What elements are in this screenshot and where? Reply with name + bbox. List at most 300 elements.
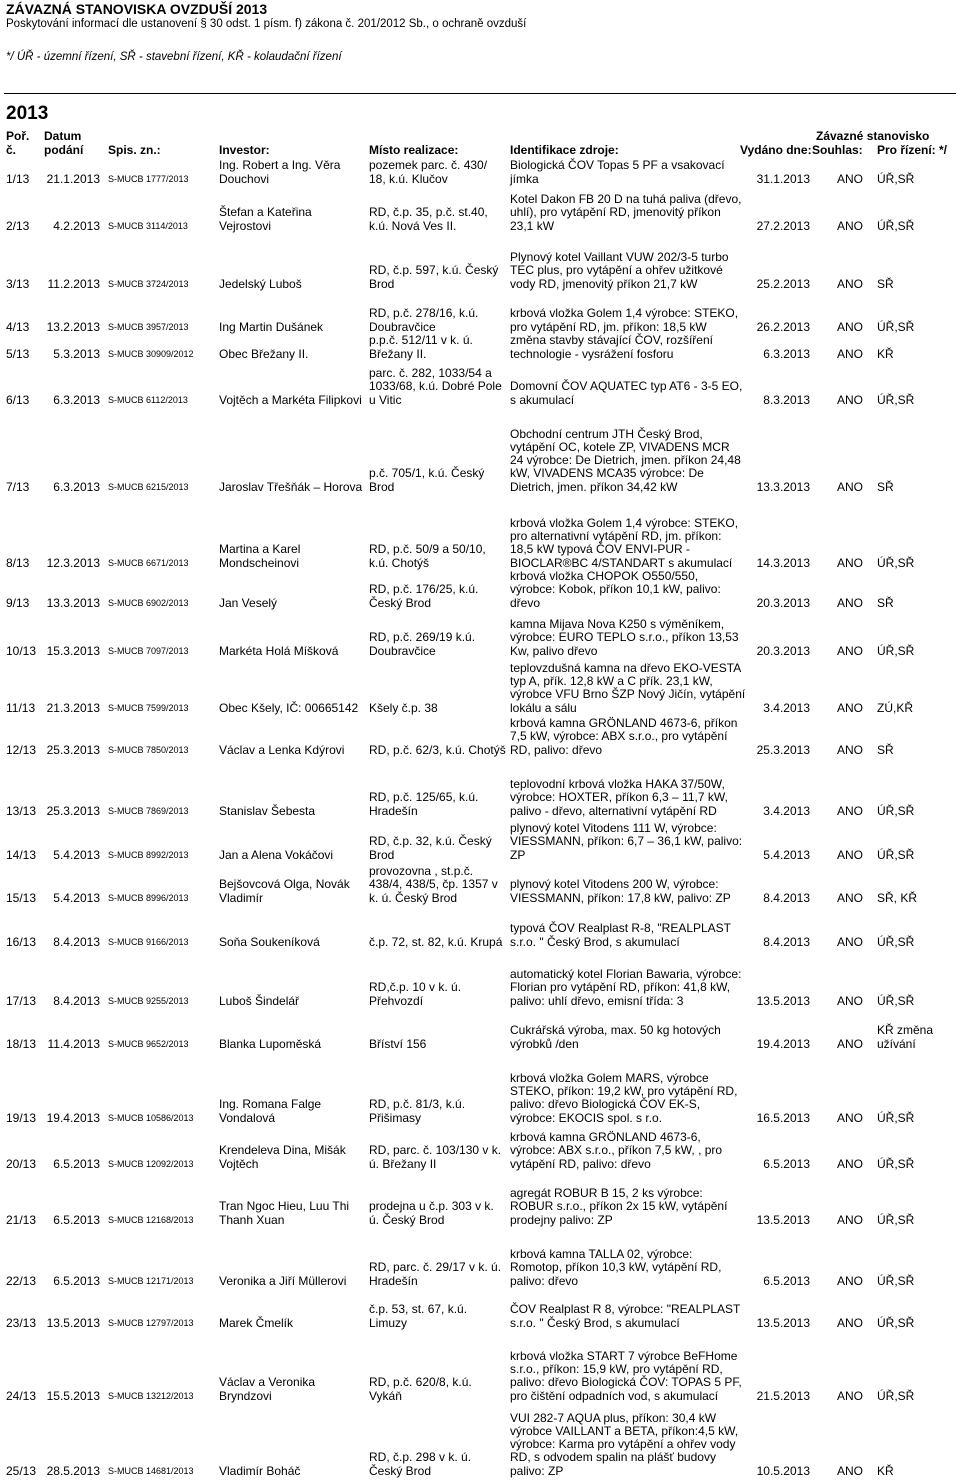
record-number-cell: [6, 336, 40, 361]
source-identification: teplovzdušná kamna na dřevo EKO-VESTA typ A, přík. 12,8 kW a C přík. 23,1 kW, výrobce VFU Brno ŠZP Nový Jičín, vytápění lokálu a sálu: [510, 660, 746, 715]
consent: ANO: [837, 171, 864, 186]
consent: ANO: [837, 803, 864, 818]
col-header-por-2: č.: [6, 143, 17, 157]
consent-cell: [837, 409, 873, 494]
procedure-type-cell: [877, 1405, 957, 1478]
issue-date-cell: [735, 660, 810, 715]
location: RD, č.p. 597, k.ú. Český Brod: [369, 263, 499, 291]
issue-date: 13.5.2013: [756, 993, 810, 1008]
location: Bříství 156: [369, 1036, 427, 1051]
source-identification-cell: [510, 496, 746, 570]
consent-cell: [837, 1053, 873, 1125]
investor-cell: [219, 188, 365, 233]
record-number: 6/13: [6, 392, 30, 407]
procedure-type-cell: [877, 820, 957, 862]
issue-date: 13.5.2013: [756, 1212, 810, 1227]
issue-date-cell: [735, 1053, 810, 1125]
location-cell: [369, 717, 506, 757]
submission-date: 5.3.2013: [53, 346, 100, 361]
record-number-cell: [6, 660, 40, 715]
procedure-type: KŘ: [877, 1463, 894, 1478]
investor: Obec Břežany II.: [219, 346, 309, 361]
location: RD, parc. č. 29/17 v k. ú. Hradešín: [369, 1260, 502, 1288]
submission-date: 11.2.2013: [47, 276, 100, 291]
submission-date-cell: [44, 188, 100, 233]
source-identification: Cukrářská výroba, max. 50 kg hotových výrobků /den: [510, 1023, 721, 1051]
record-number-cell: [6, 864, 40, 905]
source-identification-cell: [510, 235, 746, 291]
submission-date: 5.4.2013: [53, 890, 100, 905]
issue-date: 25.2.2013: [756, 276, 810, 291]
file-reference-cell: [108, 660, 218, 715]
file-reference: S-MUCB 3724/2013: [108, 279, 189, 289]
record-number-cell: [6, 759, 40, 818]
record-number-cell: [6, 907, 40, 949]
file-reference: S-MUCB 9255/2013: [108, 996, 189, 1006]
location-cell: [369, 363, 506, 407]
record-number-cell: [6, 717, 40, 757]
procedure-type: ÚŘ,SŘ: [877, 1212, 915, 1227]
submission-date: 12.3.2013: [46, 555, 100, 570]
record-number-cell: [6, 496, 40, 570]
file-reference-cell: [108, 409, 218, 494]
file-reference: S-MUCB 12171/2013: [108, 1276, 194, 1286]
procedure-type: KŘ změna užívání: [877, 1023, 934, 1051]
record-number-cell: [6, 188, 40, 233]
record-number-cell: [6, 1332, 40, 1403]
procedure-type-cell: [877, 907, 957, 949]
table-row: [0, 363, 960, 407]
table-row: [0, 1127, 960, 1171]
procedure-type-cell: [877, 759, 957, 818]
source-identification-cell: [510, 188, 746, 233]
investor: Veronika a Jiří Müllerovi: [219, 1273, 347, 1288]
procedure-type: ÚŘ,SŘ: [877, 392, 915, 407]
procedure-type: ÚŘ,SŘ: [877, 643, 915, 658]
table-row: [0, 717, 960, 757]
location-cell: [369, 820, 506, 862]
investor-cell: [219, 907, 365, 949]
source-identification: krbová kamna GRÖNLAND 4673-6, příkon 7,5 kW, výrobce: ABX s.r.o., pro vytápění RD, palivo: dřevo: [510, 716, 738, 757]
investor: Bejšovcová Olga, Novák Vladimír: [219, 877, 350, 905]
location-cell: [369, 1010, 506, 1051]
record-number: 25/13: [6, 1463, 37, 1478]
procedure-type: SŘ: [877, 276, 894, 291]
procedure-type-cell: [877, 612, 957, 658]
source-identification-cell: [510, 409, 746, 494]
table-row: [0, 759, 960, 818]
investor-cell: [219, 864, 365, 905]
procedure-type-cell: [877, 1290, 957, 1330]
investor: Václav a Lenka Kdýrovi: [219, 742, 345, 757]
record-number: 16/13: [6, 934, 37, 949]
location: RD, p.č. 278/16, k.ú. Doubravčice: [369, 306, 479, 334]
investor-cell: [219, 1332, 365, 1403]
procedure-type-cell: [877, 1332, 957, 1403]
record-number-cell: [6, 293, 40, 334]
record-number-cell: [6, 1173, 40, 1227]
location-cell: [369, 907, 506, 949]
location-cell: [369, 1229, 506, 1288]
location-cell: [369, 333, 506, 361]
location: RD, p.č. 269/19 k.ú. Doubravčice: [369, 630, 476, 658]
procedure-type: SŘ, KŘ: [877, 890, 918, 905]
file-reference: S-MUCB 6902/2013: [108, 598, 189, 608]
file-reference: S-MUCB 9166/2013: [108, 937, 189, 947]
consent: ANO: [837, 993, 864, 1008]
investor: Obec Kšely, IČ: 00665142: [219, 700, 359, 715]
record-number: 23/13: [6, 1315, 37, 1330]
consent: ANO: [837, 1388, 864, 1403]
location: RD, p.č. 50/9 a 50/10, k.ú. Chotýš: [369, 542, 486, 570]
procedure-type: ÚŘ,SŘ: [877, 803, 915, 818]
file-reference: S-MUCB 9652/2013: [108, 1039, 189, 1049]
source-identification-cell: [510, 759, 746, 818]
investor-cell: [219, 717, 365, 757]
issue-date: 3.4.2013: [763, 700, 810, 715]
issue-date: 20.3.2013: [756, 595, 810, 610]
investor: Vladimír Boháč: [219, 1463, 301, 1478]
table-row: [0, 660, 960, 715]
col-header-datum-1: Datum: [44, 129, 82, 143]
record-number: 22/13: [6, 1273, 37, 1288]
source-identification-cell: [510, 569, 746, 610]
submission-date-cell: [44, 951, 100, 1008]
source-identification-cell: [510, 1127, 746, 1171]
source-identification-cell: [510, 1010, 746, 1051]
file-reference-cell: [108, 1405, 218, 1478]
file-reference-cell: [108, 907, 218, 949]
file-reference-cell: [108, 188, 218, 233]
table-row: [0, 820, 960, 862]
source-identification: Biologická ČOV Topas 5 PF a vsakovací jímka: [510, 158, 725, 186]
table-row: [0, 496, 960, 570]
submission-date: 5.4.2013: [53, 847, 100, 862]
issue-date-cell: [735, 572, 810, 610]
investor-cell: [219, 759, 365, 818]
source-identification: krbová vložka Golem 1,4 výrobce: STEKO, pro vytápění RD, jm. příkon: 18,5 kW: [510, 306, 739, 334]
issue-date: 6.5.2013: [763, 1156, 810, 1171]
investor: Marek Čmelík: [219, 1315, 294, 1330]
source-identification: agregát ROBUR B 15, 2 ks výrobce: ROBUR s.r.o., příkon 2x 15 kW, vytápění prodejny palivo: ZP: [510, 1186, 728, 1227]
procedure-type: ÚŘ,SŘ: [877, 934, 915, 949]
location: p.č. 705/1, k.ú. Český Brod: [369, 466, 485, 494]
consent-cell: [837, 1010, 873, 1051]
table-row: [0, 333, 960, 361]
file-reference: S-MUCB 12168/2013: [108, 1215, 194, 1225]
investor-cell: [219, 1127, 365, 1171]
consent: ANO: [837, 479, 864, 494]
source-identification: krbová kamna GRÖNLAND 4673-6, výrobce: ABX s.r.o., příkon 7,5 kW, , pro vytápění RD, palivo: dřevo: [510, 1130, 723, 1171]
issue-date-cell: [735, 336, 810, 361]
issue-date: 21.5.2013: [756, 1388, 810, 1403]
table-row: [0, 409, 960, 494]
consent: ANO: [837, 595, 864, 610]
file-reference-cell: [108, 1127, 218, 1171]
investor: Tran Ngoc Hieu, Luu Thi Thanh Xuan: [219, 1199, 350, 1227]
procedure-type: ÚŘ,SŘ: [877, 218, 915, 233]
source-identification-cell: [510, 660, 746, 715]
file-reference-cell: [108, 1053, 218, 1125]
table-row: [0, 235, 960, 291]
consent-cell: [837, 293, 873, 334]
investor-cell: [219, 660, 365, 715]
issue-date-cell: [735, 1010, 810, 1051]
issue-date: 19.4.2013: [756, 1036, 810, 1051]
location-cell: [369, 1127, 506, 1171]
table-row: [0, 1332, 960, 1403]
record-number-cell: [6, 409, 40, 494]
submission-date-cell: [44, 864, 100, 905]
source-identification: teplovodní krbová vložka HAKA 37/50W, výrobce: HOXTER, příkon 6,3 – 11,7 kW, palivo - dřevo, alternativní vytápění RD: [510, 777, 728, 818]
investor-cell: [219, 572, 365, 610]
consent: ANO: [837, 890, 864, 905]
issue-date-cell: [735, 1290, 810, 1330]
consent-cell: [837, 363, 873, 407]
file-reference: S-MUCB 7599/2013: [108, 703, 189, 713]
issue-date: 8.4.2013: [763, 934, 810, 949]
consent: ANO: [837, 1110, 864, 1125]
record-number: 3/13: [6, 276, 30, 291]
record-number: 13/13: [6, 803, 37, 818]
investor: Ing. Robert a Ing. Věra Douchovi: [219, 158, 341, 186]
procedure-type: ÚŘ,SŘ: [877, 319, 915, 334]
submission-date: 6.3.2013: [53, 479, 100, 494]
investor: Stanislav Šebesta: [219, 803, 316, 818]
table-row: [0, 1053, 960, 1125]
issue-date: 8.4.2013: [763, 890, 810, 905]
consent: ANO: [837, 392, 864, 407]
issue-date-cell: [735, 1405, 810, 1478]
location: RD, p.č. 125/65, k.ú. Hradešín: [369, 790, 479, 818]
issue-date-cell: [735, 409, 810, 494]
record-number: 5/13: [6, 346, 30, 361]
location: pozemek parc. č. 430/ 18, k.ú. Klučov: [369, 158, 488, 186]
consent: ANO: [837, 643, 864, 658]
file-reference-cell: [108, 158, 218, 186]
source-identification: Plynový kotel Vaillant VUW 202/3-5 turbo TEC plus, pro vytápění a ohřev užitkové vody RD, jmenovitý příkon 21,7 kW: [510, 250, 729, 291]
location-cell: [369, 409, 506, 494]
investor-cell: [219, 293, 365, 334]
record-number-cell: [6, 363, 40, 407]
submission-date-cell: [44, 1173, 100, 1227]
source-identification: krbová kamna TALLA 02, výrobce: Romotop, příkon 10,3 kW, vytápění RD, palivo: dřevo: [510, 1247, 722, 1288]
location: provozovna , st.p.č. 438/4, 438/5, čp. 1357 v k. ú. Český Brod: [369, 864, 498, 905]
investor-cell: [219, 951, 365, 1008]
submission-date: 21.1.2013: [46, 171, 100, 186]
submission-date: 6.5.2013: [53, 1156, 100, 1171]
consent-cell: [837, 1127, 873, 1171]
location-cell: [369, 951, 506, 1008]
file-reference-cell: [108, 864, 218, 905]
submission-date: 8.4.2013: [53, 934, 100, 949]
submission-date-cell: [44, 907, 100, 949]
procedure-type-cell: [877, 1229, 957, 1288]
issue-date-cell: [735, 188, 810, 233]
consent-cell: [837, 951, 873, 1008]
location: RD, č.p. 298 v k. ú. Český Brod: [369, 1450, 472, 1478]
issue-date: 13.5.2013: [756, 1315, 810, 1330]
source-identification: změna stavby stávající ČOV, rozšíření technologie - vysrážení fosforu: [510, 333, 713, 361]
procedure-type: ÚŘ,SŘ: [877, 1156, 915, 1171]
consent: ANO: [837, 218, 864, 233]
submission-date-cell: [44, 1229, 100, 1288]
record-number: 17/13: [6, 993, 37, 1008]
consent-cell: [837, 1173, 873, 1227]
submission-date: 28.5.2013: [46, 1463, 100, 1478]
submission-date: 19.4.2013: [46, 1110, 100, 1125]
record-number-cell: [6, 951, 40, 1008]
procedure-type: KŘ: [877, 346, 894, 361]
location-cell: [369, 612, 506, 658]
investor: Martina a Karel Mondscheinovi: [219, 542, 301, 570]
investor-cell: [219, 1053, 365, 1125]
consent-cell: [837, 1332, 873, 1403]
record-number: 14/13: [6, 847, 37, 862]
source-identification-cell: [510, 612, 746, 658]
record-number-cell: [6, 158, 40, 186]
issue-date-cell: [735, 864, 810, 905]
consent-cell: [837, 907, 873, 949]
issue-date-cell: [735, 293, 810, 334]
consent-cell: [837, 572, 873, 610]
file-reference: S-MUCB 3957/2013: [108, 322, 189, 332]
file-reference: S-MUCB 12797/2013: [108, 1318, 194, 1328]
location: RD, p.č. 81/3, k.ú. Přišimasy: [369, 1097, 466, 1125]
file-reference: S-MUCB 8996/2013: [108, 893, 189, 903]
record-number: 2/13: [6, 218, 30, 233]
table-row: [0, 293, 960, 334]
consent-cell: [837, 496, 873, 570]
table-row: [0, 1290, 960, 1330]
source-identification-cell: [510, 717, 746, 757]
consent-cell: [837, 1290, 873, 1330]
file-reference-cell: [108, 363, 218, 407]
file-reference-cell: [108, 820, 218, 862]
source-identification-cell: [510, 1290, 746, 1330]
issue-date: 6.3.2013: [763, 346, 810, 361]
table-row: [0, 951, 960, 1008]
investor-cell: [219, 158, 365, 186]
source-identification-cell: [510, 1229, 746, 1288]
location-cell: [369, 1332, 506, 1403]
investor-cell: [219, 1229, 365, 1288]
issue-date: 25.3.2013: [756, 742, 810, 757]
record-number-cell: [6, 1053, 40, 1125]
procedure-type-cell: [877, 336, 957, 361]
issue-date-cell: [735, 717, 810, 757]
submission-date: 25.3.2013: [46, 803, 100, 818]
record-number-cell: [6, 1127, 40, 1171]
table-row: [0, 864, 960, 905]
file-reference-cell: [108, 717, 218, 757]
col-header-souhlas: Souhlas:: [812, 143, 863, 157]
source-identification: VUI 282-7 AQUA plus, příkon: 30,4 kW výrobce VAILLANT a BETA, příkon:4,5 kW, výrobce: Karma pro vytápění a ohřev vody RD, s odvodem spalin na plášť budovy palivo: ZP: [510, 1410, 739, 1478]
location: Kšely č.p. 38: [369, 700, 438, 715]
issue-date: 8.3.2013: [763, 392, 810, 407]
submission-date: 15.5.2013: [46, 1388, 100, 1403]
procedure-type-cell: [877, 1173, 957, 1227]
investor-cell: [219, 363, 365, 407]
record-number-cell: [6, 1290, 40, 1330]
procedure-type-cell: [877, 1010, 957, 1051]
consent-cell: [837, 820, 873, 862]
document-subtitle: Poskytování informací dle ustanovení § 30 odst. 1 písm. f) zákona č. 201/2012 Sb., o ochraně ovzduší: [6, 18, 527, 30]
procedure-legend: */ ÚŘ - územní řízení, SŘ - stavební řízení, KŘ - kolaudační řízení: [6, 51, 342, 63]
procedure-type: ÚŘ,SŘ: [877, 555, 915, 570]
source-identification: ČOV Realplast R 8, výrobce: "REALPLAST s.r.o. " Český Brod, s akumulací: [510, 1302, 741, 1330]
issue-date-cell: [735, 158, 810, 186]
col-header-pro-rizeni: Pro řízení: */: [877, 143, 948, 157]
investor: Jedelský Luboš: [219, 276, 302, 291]
issue-date: 14.3.2013: [756, 555, 810, 570]
consent: ANO: [837, 700, 864, 715]
consent: ANO: [837, 742, 864, 757]
consent-cell: [837, 1405, 873, 1478]
procedure-type-cell: [877, 293, 957, 334]
source-identification: automatický kotel Florian Bawaria, výrobce: Florian pro vytápění RD, příkon: 41,8 kW, palivo: uhlí dřevo, emisní třída: 3: [510, 967, 742, 1008]
location-cell: [369, 188, 506, 233]
location: RD, p.č. 176/25, k.ú. Český Brod: [369, 582, 479, 610]
procedure-type: ÚŘ,SŘ: [877, 171, 915, 186]
file-reference: S-MUCB 10586/2013: [108, 1113, 194, 1123]
source-identification-cell: [510, 293, 746, 334]
investor: Ing. Romana Falge Vondalová: [219, 1097, 322, 1125]
procedure-type-cell: [877, 409, 957, 494]
issue-date: 3.4.2013: [763, 803, 810, 818]
record-number-cell: [6, 820, 40, 862]
issue-date: 26.2.2013: [756, 319, 810, 334]
issue-date: 5.4.2013: [763, 847, 810, 862]
submission-date-cell: [44, 1053, 100, 1125]
issue-date: 27.2.2013: [756, 218, 810, 233]
investor: Luboš Šindelář: [219, 993, 300, 1008]
record-number: 20/13: [6, 1156, 37, 1171]
submission-date: 6.5.2013: [53, 1212, 100, 1227]
issue-date-cell: [735, 951, 810, 1008]
submission-date-cell: [44, 336, 100, 361]
record-number: 8/13: [6, 555, 30, 570]
procedure-type: ÚŘ,SŘ: [877, 1273, 915, 1288]
location-cell: [369, 572, 506, 610]
col-header-misto: Místo realizace:: [369, 143, 459, 157]
issue-date-cell: [735, 1173, 810, 1227]
consent: ANO: [837, 555, 864, 570]
source-identification: krbová vložka Golem MARS, výrobce STEKO, příkon: 19,2 kW, pro vytápění RD, palivo: dřevo Biologická ČOV EK-S, výrobce: EKOCIS spol. s r.o.: [510, 1070, 738, 1125]
file-reference-cell: [108, 572, 218, 610]
source-identification-cell: [510, 1173, 746, 1227]
submission-date: 4.2.2013: [53, 218, 100, 233]
file-reference-cell: [108, 293, 218, 334]
table-row: [0, 1173, 960, 1227]
record-number: 18/13: [6, 1036, 37, 1051]
consent-cell: [837, 235, 873, 291]
submission-date-cell: [44, 363, 100, 407]
issue-date-cell: [735, 612, 810, 658]
location-cell: [369, 496, 506, 570]
source-identification: Obchodní centrum JTH Český Brod, vytápění OC, kotele ZP, VIVADENS MCR 24 výrobce: De Dietrich, jmen. příkon 24,48 kW, VIVADENS MCA35 výrobce: De Dietrich, jmen. příkon 34,42 kW: [510, 426, 741, 494]
procedure-type: SŘ: [877, 742, 894, 757]
record-number: 15/13: [6, 890, 37, 905]
record-number: 24/13: [6, 1388, 37, 1403]
submission-date-cell: [44, 496, 100, 570]
investor: Jan Veselý: [219, 595, 278, 610]
file-reference-cell: [108, 235, 218, 291]
location-cell: [369, 660, 506, 715]
source-identification-cell: [510, 1405, 746, 1478]
submission-date: 15.3.2013: [46, 643, 100, 658]
submission-date-cell: [44, 1290, 100, 1330]
